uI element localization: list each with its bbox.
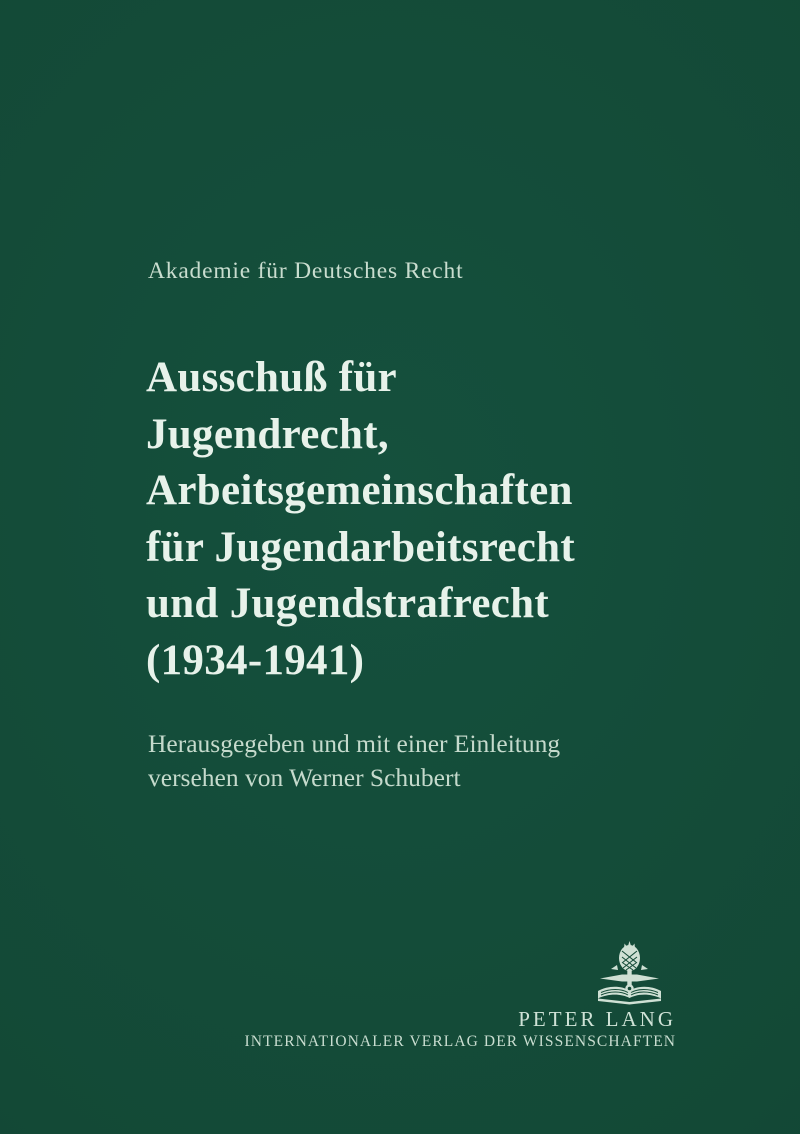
title-line: (1934-1941) [146,636,365,684]
book-title [146,350,575,689]
pine-cone-over-open-book-icon [596,941,663,1005]
series-title: Akademie für Deutsches Recht [148,258,464,284]
title-line: Ausschuß für [146,354,397,401]
subtitle-line: versehen von Werner Schubert [148,763,461,792]
publisher-tagline: INTERNATIONALER VERLAG DER WISSENSCHAFTEN [244,1033,677,1050]
publisher-name: PETER LANG [518,1007,676,1031]
title-line: Arbeitsgemeinschaften [146,467,573,514]
title-line: für Jugendarbeitsrecht [146,523,576,571]
title-line: Jugendrecht, [146,410,389,458]
publisher-logo [596,941,663,1010]
title-line: und Jugendstrafrecht [146,580,549,627]
subtitle-line: Herausgegeben und mit einer Einleitung [148,729,561,758]
subtitle [148,727,560,795]
